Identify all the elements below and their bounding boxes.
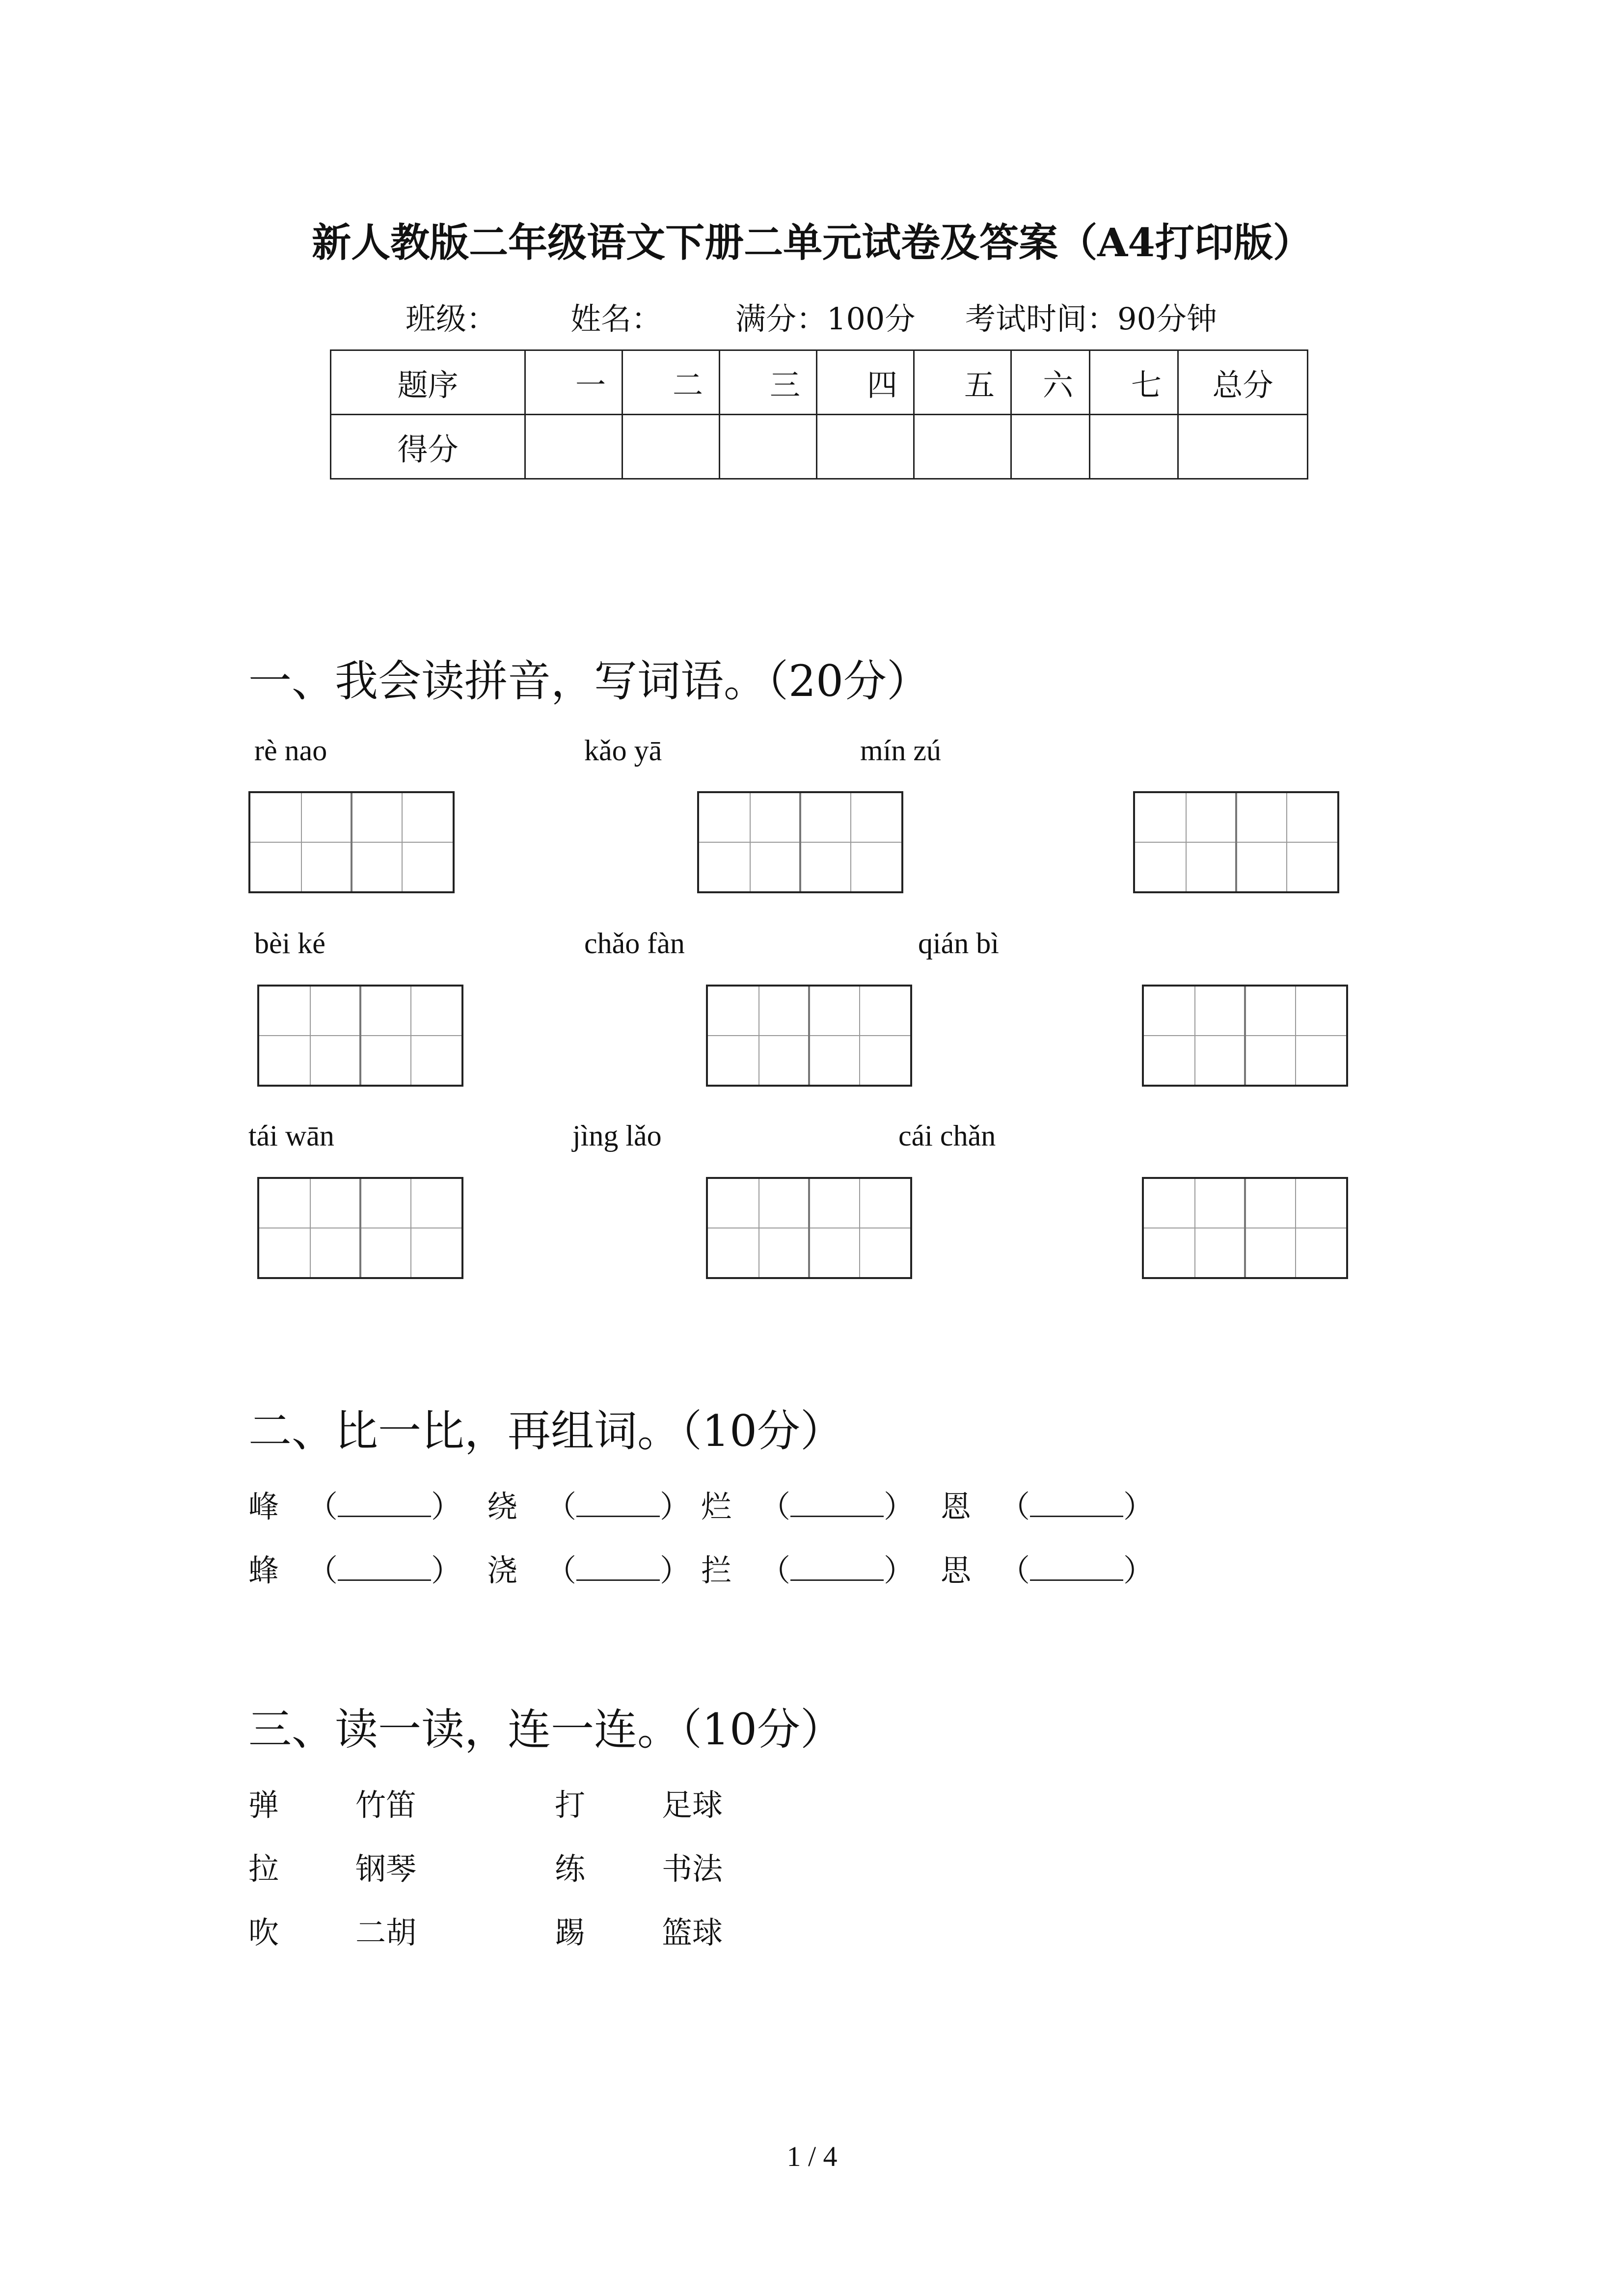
compare-char: 绕 — [487, 1489, 518, 1524]
verb-item[interactable]: 弹 — [248, 1787, 279, 1823]
class-label: 班级： — [406, 301, 497, 337]
writing-grid[interactable] — [257, 985, 463, 1087]
score-cell[interactable] — [817, 415, 914, 479]
compare-char: 浇 — [487, 1552, 518, 1588]
compare-char: 思 — [941, 1552, 972, 1588]
writing-grid[interactable] — [248, 791, 455, 893]
word-blank[interactable]: （ ） — [1000, 1552, 1154, 1588]
score-table-score-row — [331, 415, 1308, 479]
word-blank[interactable]: （ ） — [546, 1552, 691, 1588]
writing-grid[interactable] — [1133, 791, 1339, 893]
writing-grid[interactable] — [1142, 985, 1348, 1087]
verb-item[interactable]: 打 — [555, 1787, 586, 1823]
object-item[interactable]: 钢琴 — [355, 1851, 417, 1887]
compare-char: 烂 — [701, 1489, 732, 1524]
pinyin-label: rè nao — [254, 734, 327, 767]
score-table-header-row — [331, 350, 1308, 415]
pinyin-label: cái chǎn — [898, 1120, 996, 1152]
object-item[interactable]: 二胡 — [355, 1915, 417, 1950]
score-cell[interactable] — [1090, 415, 1178, 479]
header-cell: 一 — [525, 350, 623, 415]
verb-item[interactable]: 练 — [555, 1851, 586, 1887]
header-cell: 五 — [914, 350, 1011, 415]
verb-item[interactable]: 拉 — [248, 1851, 279, 1887]
pinyin-label: jìng lǎo — [572, 1120, 662, 1152]
exam-time: 考试时间：90分钟 — [965, 301, 1217, 337]
pinyin-label: kǎo yā — [584, 734, 662, 767]
header-cell: 三 — [720, 350, 817, 415]
section3-heading: 三、读一读，连一连。（10分） — [248, 1704, 843, 1755]
writing-grid[interactable] — [697, 791, 903, 893]
score-cell[interactable] — [720, 415, 817, 479]
name-label: 姓名： — [570, 301, 662, 337]
header-cell: 七 — [1090, 350, 1178, 415]
score-cell[interactable] — [525, 415, 623, 479]
word-blank[interactable]: （ ） — [546, 1489, 691, 1524]
pinyin-label: qián bì — [918, 927, 999, 960]
word-blank[interactable]: （ ） — [760, 1552, 915, 1588]
object-item[interactable]: 书法 — [662, 1851, 723, 1887]
score-cell[interactable] — [1011, 415, 1090, 479]
object-item[interactable]: 足球 — [662, 1787, 723, 1823]
writing-grid[interactable] — [706, 1177, 912, 1279]
score-cell[interactable] — [914, 415, 1011, 479]
word-blank[interactable]: （ ） — [307, 1489, 462, 1524]
writing-grid[interactable] — [706, 985, 912, 1087]
section1-heading: 一、我会读拼音，写词语。（20分） — [248, 656, 930, 706]
word-blank[interactable]: （ ） — [760, 1489, 915, 1524]
object-item[interactable]: 竹笛 — [355, 1787, 417, 1823]
pinyin-label: bèi ké — [254, 927, 325, 960]
header-cell: 四 — [817, 350, 914, 415]
compare-char: 拦 — [701, 1552, 732, 1588]
compare-char: 峰 — [248, 1489, 279, 1524]
writing-grid[interactable] — [1142, 1177, 1348, 1279]
header-cell: 题序 — [331, 350, 525, 415]
score-cell[interactable] — [1178, 415, 1308, 479]
page-number: 1 / 4 — [786, 2140, 838, 2172]
writing-grid[interactable] — [257, 1177, 463, 1279]
object-item[interactable]: 篮球 — [662, 1915, 723, 1950]
pinyin-label: tái wān — [248, 1120, 334, 1152]
compare-char: 恩 — [941, 1489, 972, 1524]
score-cell[interactable] — [623, 415, 720, 479]
compare-char: 蜂 — [248, 1552, 279, 1588]
pinyin-label: chǎo fàn — [584, 927, 685, 960]
header-cell: 总分 — [1178, 350, 1308, 415]
verb-item[interactable]: 吹 — [248, 1915, 279, 1950]
full-score: 满分：100分 — [735, 301, 916, 337]
section2-heading: 二、比一比，再组词。（10分） — [248, 1406, 843, 1456]
page-title: 新人教版二年级语文下册二单元试卷及答案（A4打印版） — [312, 219, 1312, 266]
score-table — [330, 349, 1308, 480]
word-blank[interactable]: （ ） — [1000, 1489, 1154, 1524]
word-blank[interactable]: （ ） — [307, 1552, 462, 1588]
pinyin-label: mín zú — [860, 734, 941, 767]
row-label: 得分 — [331, 415, 525, 479]
header-cell: 六 — [1011, 350, 1090, 415]
header-cell: 二 — [623, 350, 720, 415]
verb-item[interactable]: 踢 — [555, 1915, 586, 1950]
